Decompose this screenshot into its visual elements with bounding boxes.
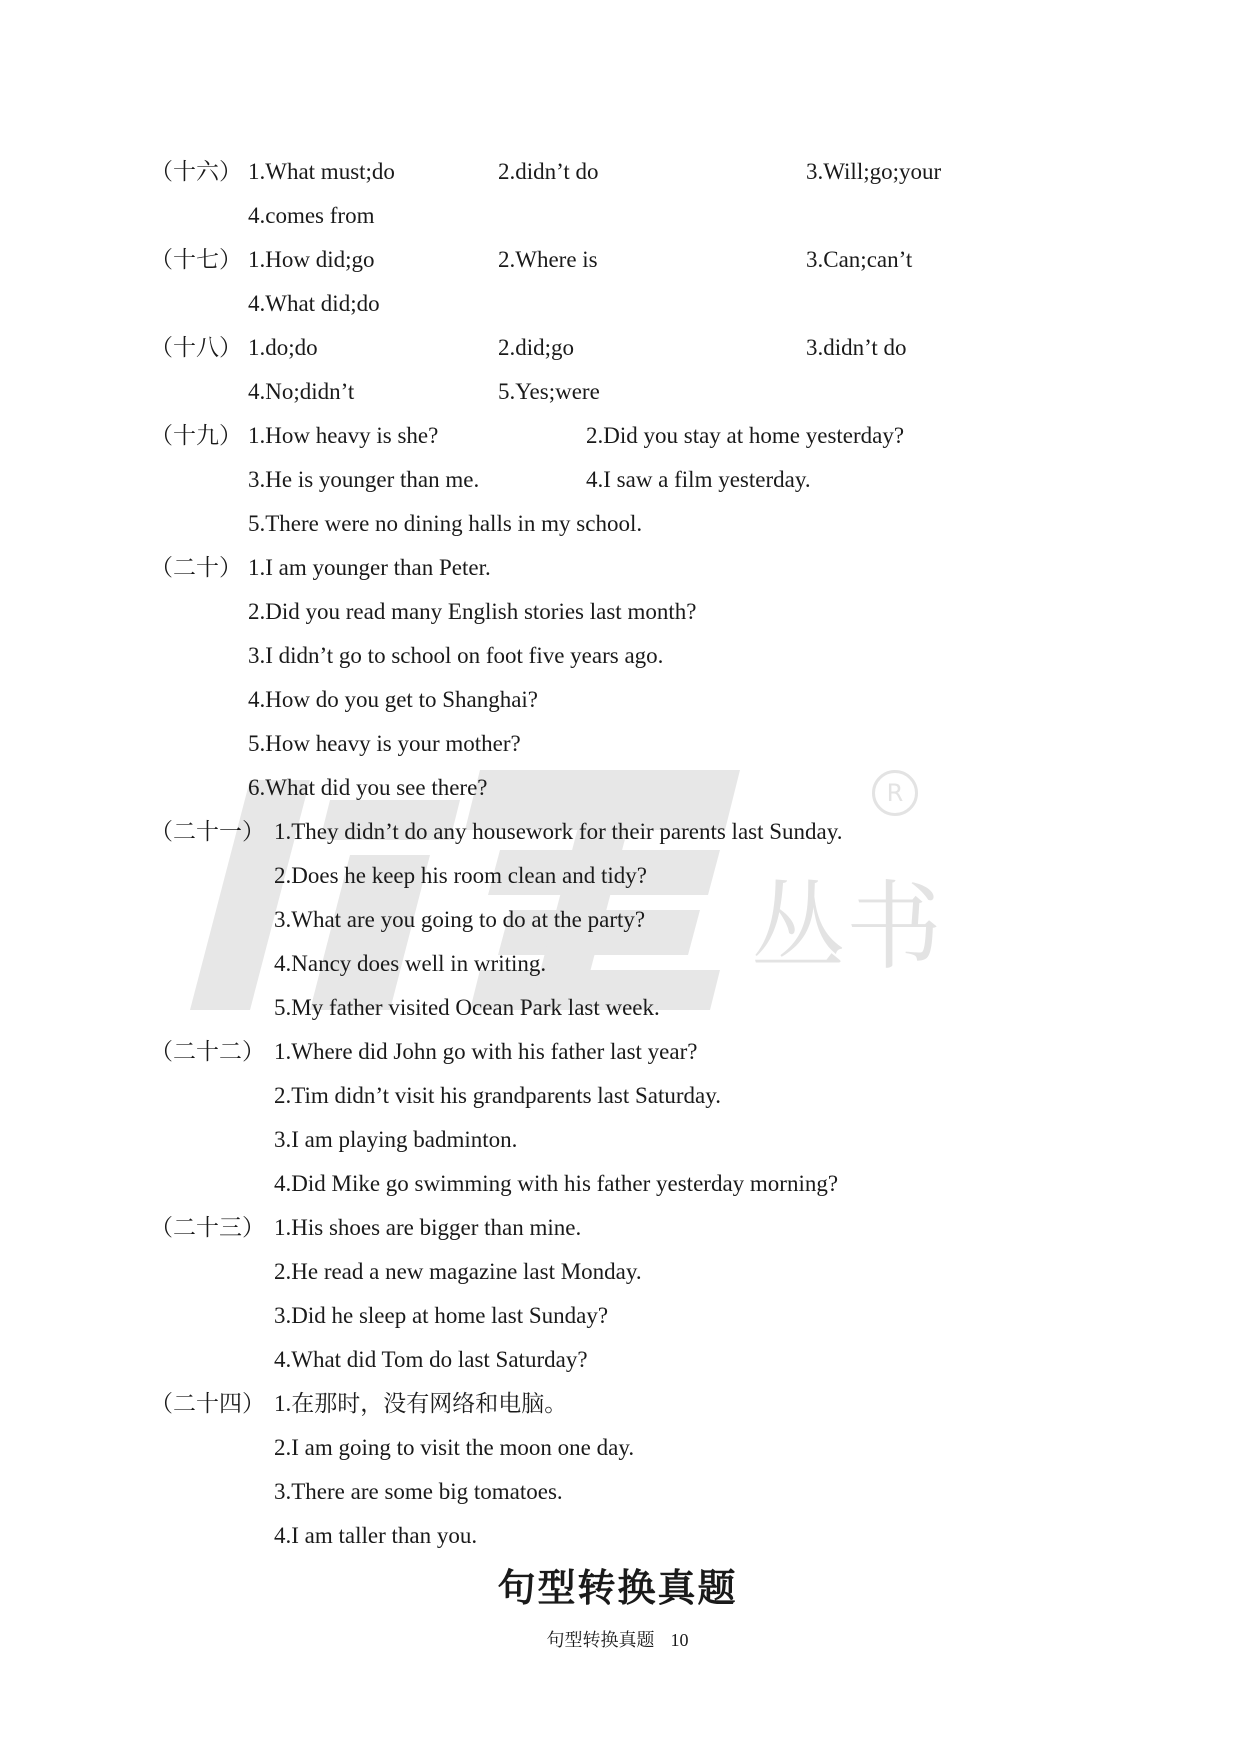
answer-item: 1.I am younger than Peter.: [248, 555, 491, 580]
answer-line: [0, 502, 1235, 546]
answer-item: 5.Yes;were: [498, 379, 600, 404]
answer-item: 1.They didn’t do any housework for their parents last Sunday.: [274, 819, 843, 844]
answer-line: [0, 414, 1235, 458]
brand-series-text: 丛书: [750, 871, 942, 983]
answer-item: 3.Will;go;your: [806, 159, 942, 184]
answer-line: [0, 1030, 1235, 1074]
answer-line: [0, 986, 1235, 1030]
answer-line: [0, 370, 1235, 414]
answer-item: 1.在那时，没有网络和电脑。: [274, 1391, 568, 1416]
answer-line: [0, 1338, 1235, 1382]
answer-line: [0, 238, 1235, 282]
answer-item: 2.Does he keep his room clean and tidy?: [274, 863, 647, 888]
answer-item: 4.What did Tom do last Saturday?: [274, 1347, 588, 1372]
answer-item: 1.What must;do: [248, 159, 395, 184]
answer-line: [0, 150, 1235, 194]
answer-item: 2.Tim didn’t visit his grandparents last Saturday.: [274, 1083, 721, 1108]
answer-line: [0, 282, 1235, 326]
answer-line: [0, 1514, 1235, 1558]
answer-item: 4.How do you get to Shanghai?: [248, 687, 539, 712]
answer-item: 5.My father visited Ocean Park last week.: [274, 995, 660, 1020]
answer-line: [0, 854, 1235, 898]
answer-line: [0, 1470, 1235, 1514]
answer-item: 2.Where is: [498, 247, 598, 272]
answer-line: [0, 1162, 1235, 1206]
answer-item: 3.I am playing badminton.: [274, 1127, 518, 1152]
answer-line: [0, 810, 1235, 854]
answer-item: 4.Did Mike go swimming with his father yesterday morning?: [274, 1171, 839, 1196]
answer-item: 6.What did you see there?: [248, 775, 488, 800]
answer-item: 2.didn’t do: [498, 159, 599, 184]
page-number: 10: [670, 1630, 689, 1650]
answer-line: [0, 194, 1235, 238]
answer-item: 4.I saw a film yesterday.: [586, 467, 811, 492]
answer-item: 3.He is younger than me.: [248, 467, 480, 492]
answer-line: [0, 546, 1235, 590]
answer-line: [0, 1382, 1235, 1426]
answer-item: 3.Can;can’t: [806, 247, 913, 272]
answer-item: 3.What are you going to do at the party?: [274, 907, 646, 932]
answer-item: 4.What did;do: [248, 291, 380, 316]
answer-item: 1.How heavy is she?: [248, 423, 439, 448]
answer-item: 4.Nancy does well in writing.: [274, 951, 547, 976]
answer-line: [0, 1074, 1235, 1118]
section-label: （二十三）: [150, 1215, 265, 1240]
section-label: （十七）: [150, 247, 242, 272]
answer-line: [0, 722, 1235, 766]
answer-line: [0, 678, 1235, 722]
answer-line: [0, 898, 1235, 942]
section-label: （二十二）: [150, 1039, 265, 1064]
section-label: （二十一）: [150, 819, 265, 844]
answer-line: [0, 942, 1235, 986]
answer-item: 2.Did you read many English stories last month?: [248, 599, 697, 624]
answer-item: 4.No;didn’t: [248, 379, 355, 404]
answer-line: [0, 1426, 1235, 1470]
section-label: （二十四）: [150, 1391, 265, 1416]
answer-line: [0, 766, 1235, 810]
answer-line: [0, 458, 1235, 502]
section-label: （十六）: [150, 159, 242, 184]
answer-line: [0, 1294, 1235, 1338]
answer-item: 4.comes from: [248, 203, 375, 228]
page-footer: [0, 1626, 1235, 1654]
answer-item: 3.There are some big tomatoes.: [274, 1479, 563, 1504]
answer-line: [0, 590, 1235, 634]
section-label: （十九）: [150, 423, 242, 448]
answer-item: 2.I am going to visit the moon one day.: [274, 1435, 635, 1460]
answer-item: 5.There were no dining halls in my school.: [248, 511, 643, 536]
answer-item: 1.Where did John go with his father last year?: [274, 1039, 698, 1064]
answer-item: 2.Did you stay at home yesterday?: [586, 423, 905, 448]
page-title: 句型转换真题: [497, 1566, 738, 1610]
answer-item: 2.He read a new magazine last Monday.: [274, 1259, 642, 1284]
answer-item: 3.didn’t do: [806, 335, 907, 360]
answer-line: [0, 1118, 1235, 1162]
section-label: （二十）: [150, 555, 242, 580]
registered-mark-icon: R: [872, 770, 918, 816]
answer-item: 3.Did he sleep at home last Sunday?: [274, 1303, 609, 1328]
answer-item: 3.I didn’t go to school on foot five years ago.: [248, 643, 664, 668]
answer-line: [0, 634, 1235, 678]
answer-item: 2.did;go: [498, 335, 575, 360]
answer-item: 5.How heavy is your mother?: [248, 731, 521, 756]
answer-item: 1.His shoes are bigger than mine.: [274, 1215, 582, 1240]
answer-item: 1.How did;go: [248, 247, 375, 272]
answer-line: [0, 326, 1235, 370]
answer-item: 1.do;do: [248, 335, 318, 360]
answer-line: [0, 1206, 1235, 1250]
footer-section-name: 句型转换真题: [546, 1630, 655, 1650]
answer-item: 4.I am taller than you.: [274, 1523, 478, 1548]
section-label: （十八）: [150, 335, 242, 360]
answer-line: [0, 1250, 1235, 1294]
